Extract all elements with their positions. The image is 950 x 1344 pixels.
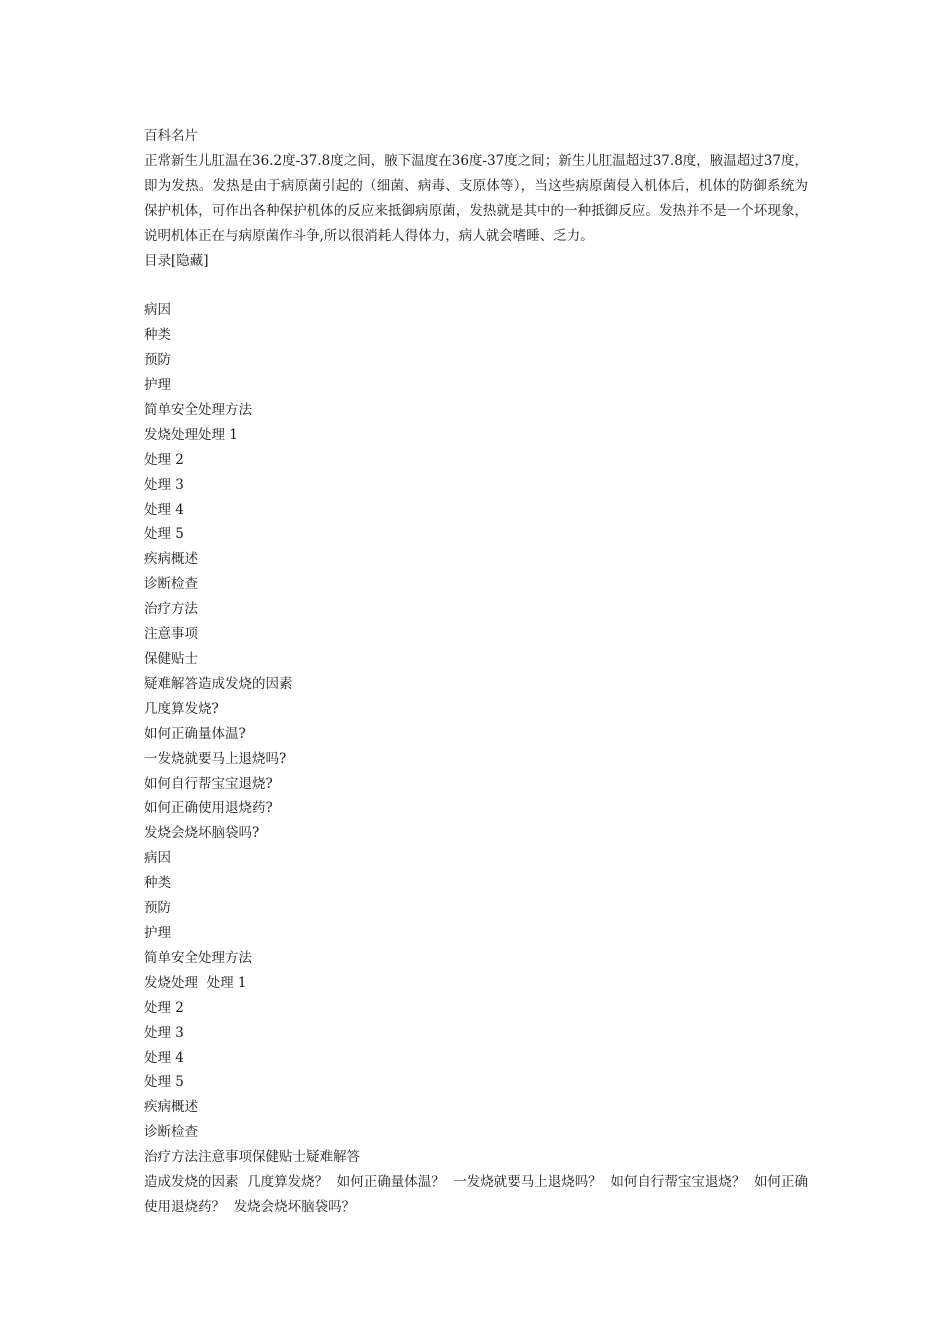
document-page: [144, 124, 808, 1220]
toc-repeat-overview[interactable]: 疾病概述: [144, 1099, 198, 1116]
toc-list-repeat: [144, 846, 808, 1220]
toc-item-treatment-5[interactable]: 处理 5: [144, 526, 184, 543]
toc-repeat-care[interactable]: 护理: [144, 924, 171, 941]
toc-item-care[interactable]: 护理: [144, 377, 171, 394]
toc-item-faq-reduce[interactable]: 一发烧就要马上退烧吗?: [144, 750, 287, 767]
toc-repeat-treatment-1[interactable]: 发烧处理 处理 1: [144, 974, 247, 991]
toc-repeat-treatment-5[interactable]: 处理 5: [144, 1074, 184, 1091]
toc-item-overview[interactable]: 疾病概述: [144, 551, 198, 568]
toc-item-therapy[interactable]: 治疗方法: [144, 601, 198, 618]
toc-repeat-treatment-3[interactable]: 处理 3: [144, 1024, 184, 1041]
toc-item-treatment-4[interactable]: 处理 4: [144, 501, 184, 518]
toc-item-diagnosis[interactable]: 诊断检查: [144, 576, 198, 593]
toc-item-prevention[interactable]: 预防: [144, 352, 171, 369]
toc-repeat-treatment-4[interactable]: 处理 4: [144, 1049, 184, 1066]
toc-item-treatment-2[interactable]: 处理 2: [144, 451, 184, 468]
intro-paragraph: 正常新生儿肛温在36.2度-37.8度之间，腋下温度在36度-37度之间；新生儿肛温超过37.8度，腋温超过37度，即为发热。发热是由于病原菌引起的（细菌、病毒、支原体等），当这些病原菌侵入机体后，机体的防御系统为保护机体，可作出各种保护机体的反应来抵御病原菌，发热就是其中的一种抵御反应。发热并不是一个坏现象，说明机体正在与病原菌作斗争,所以很消耗人得体力，病人就会嗜睡、乏力。: [144, 152, 808, 244]
toc-item-treatment-3[interactable]: 处理 3: [144, 476, 184, 493]
page-title: 百科名片: [144, 128, 198, 144]
toc-item-simple-methods[interactable]: 简单安全处理方法: [144, 401, 252, 418]
toc-repeat-combined[interactable]: 治疗方法注意事项保健贴士疑难解答: [144, 1149, 360, 1166]
toc-item-cause[interactable]: 病因: [144, 302, 171, 319]
toc-item-faq-degree[interactable]: 几度算发烧?: [144, 700, 219, 717]
toc-item-faq[interactable]: 疑难解答造成发烧的因素: [144, 675, 293, 692]
toc-item-treatment-1[interactable]: 发烧处理处理 1: [144, 426, 238, 443]
toc-repeat-cause[interactable]: 病因: [144, 850, 171, 867]
toc-item-faq-measure[interactable]: 如何正确量体温?: [144, 725, 246, 742]
toc-repeat-types[interactable]: 种类: [144, 875, 171, 892]
toc-item-types[interactable]: 种类: [144, 327, 171, 344]
toc-item-faq-medicine[interactable]: 如何正确使用退烧药?: [144, 800, 273, 817]
toc-repeat-diagnosis[interactable]: 诊断检查: [144, 1124, 198, 1141]
toc-list: [144, 298, 808, 846]
toc-item-faq-home[interactable]: 如何自行帮宝宝退烧?: [144, 775, 273, 792]
toc-item-notes[interactable]: 注意事项: [144, 626, 198, 643]
toc-repeat-prevention[interactable]: 预防: [144, 900, 171, 917]
toc-repeat-faq-line: 造成发烧的因素 几度算发烧？ 如何正确量体温？ 一发烧就要马上退烧吗？ 如何自行帮宝宝退烧？ 如何正确使用退烧药？ 发烧会烧坏脑袋吗？: [144, 1174, 808, 1215]
toc-item-faq-brain[interactable]: 发烧会烧坏脑袋吗?: [144, 825, 260, 842]
toc-repeat-treatment-2[interactable]: 处理 2: [144, 999, 184, 1016]
toc-repeat-simple-methods[interactable]: 简单安全处理方法: [144, 949, 252, 966]
toc-toggle[interactable]: 目录[隐藏]: [144, 252, 209, 269]
toc-item-tips[interactable]: 保健贴士: [144, 651, 198, 668]
spacer: [144, 273, 808, 298]
